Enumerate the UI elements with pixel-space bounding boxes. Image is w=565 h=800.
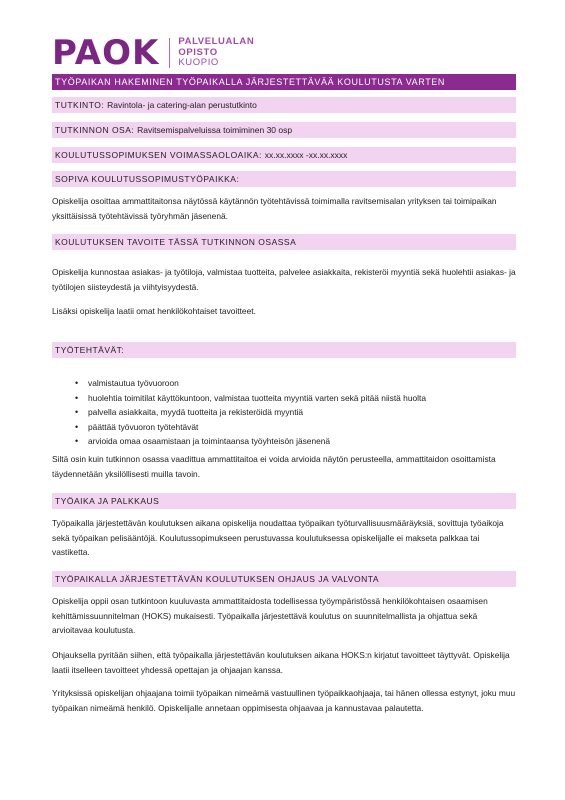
- logo-line-1: PALVELUALAN: [178, 35, 255, 47]
- ohjaus-paragraph-1: Opiskelija oppii osan tutkintoon kuuluvasta ammattitaidosta todellisessa työympäristössä henkilökohtaisen osaamisen kehittämissuunnitelman (HOKS) mukaisesti. Työpaikalla järjestettävä koulutus on suunnitelmallista ja ohjattua sekä arvioitavaa koulutusta.: [52, 596, 488, 635]
- task-list: [88, 376, 508, 449]
- field-osa-value: Ravitsemispalveluissa toimiminen 30 osp: [137, 125, 293, 135]
- section-heading-tyoaika: TYÖAIKA JA PALKKAUS: [52, 493, 516, 509]
- field-voimassaoloaika: [52, 147, 516, 163]
- logo-separator: [169, 38, 170, 68]
- list-item: • valmistautua työvuoroon: [88, 376, 508, 391]
- sopiva-description: Opiskelija osoittaa ammattitaitonsa näytössä käytännön työtehtävissä toimimalla ravitsemisalan yrityksen tai toimipaikan yksittäisissä työtehtävissä työryhmän jäsenenä.: [52, 196, 497, 221]
- list-item: • huolehtia toimitilat käyttökuntoon, valmistaa tuotteita myyntiä varten sekä pitää niistä huolta: [88, 391, 508, 406]
- ohjaus-paragraph-2: Ohjauksella pyritään siihen, että työpaikalla järjestettävän koulutuksen aikana HOKS:n kirjatut tavoitteet täyttyvät. Opiskelija laatii itselleen tavoitteet yhdessä opettajan ja ohjaajan kanssa.: [52, 650, 510, 675]
- field-tutkinnon-osa: [52, 122, 516, 138]
- list-item: • päättää työvuoron työtehtävät: [88, 420, 508, 435]
- field-voimassa-label: KOULUTUSSOPIMUKSEN VOIMASSAOLOAIKA:: [55, 150, 262, 160]
- tyotehtavat-footnote: Siltä osin kuin tutkinnon osassa vaadittua ammattitaitoa ei voida arvioida näytön perusteella, ammattitaidon osoittamista täydennetään yksilöllisesti muilla tavoin.: [52, 454, 496, 479]
- field-tutkinto: [52, 97, 516, 113]
- logo-line-3: KUOPIO: [178, 57, 219, 69]
- section-heading-tyotehtavat: TYÖTEHTÄVÄT:: [52, 342, 516, 358]
- tavoite-paragraph-1: Opiskelija kunnostaa asiakas- ja työtiloja, valmistaa tuotteita, palvelee asiakkaita, rekisteröi myyntiä sekä huolehtii asiakas- ja työtilojen siisteydestä ja viihtyisyydestä.: [52, 267, 516, 292]
- section-heading-ohjaus: TYÖPAIKALLA JÄRJESTETTÄVÄN KOULUTUKSEN OHJAUS JA VALVONTA: [52, 571, 516, 587]
- tavoite-paragraph-2: Lisäksi opiskelija laatii omat henkilökohtaiset tavoitteet.: [52, 306, 256, 316]
- document-title: TYÖPAIKAN HAKEMINEN TYÖPAIKALLA JÄRJESTETTÄVÄÄ KOULUTUSTA VARTEN: [52, 74, 516, 90]
- field-voimassa-value: xx.xx.xxxx -xx.xx.xxxx: [264, 150, 348, 160]
- section-heading-tavoite: KOULUTUKSEN TAVOITE TÄSSÄ TUTKINNON OSASSA: [52, 234, 516, 250]
- list-item: • arvioida omaa osaamistaan ja toimintaansa työyhteisön jäsenenä: [88, 434, 508, 449]
- paok-logo: [52, 33, 255, 73]
- logo-wordmark: PAOK: [52, 33, 160, 73]
- field-tutkinto-value: Ravintola- ja catering-alan perustutkinto: [107, 100, 257, 110]
- field-sopiva-label: SOPIVA KOULUTUSSOPIMUSTYÖPAIKKA:: [55, 174, 240, 184]
- logo-line-2: OPISTO: [178, 46, 218, 58]
- field-osa-label: TUTKINNON OSA:: [55, 125, 135, 135]
- list-item: • palvella asiakkaita, myydä tuotteita ja rekisteröidä myyntiä: [88, 405, 508, 420]
- field-sopiva-tyopaikka: [52, 171, 516, 187]
- logo-subtitle: [178, 37, 254, 70]
- field-tutkinto-label: TUTKINTO:: [55, 100, 105, 110]
- ohjaus-paragraph-3: Yrityksissä opiskelijan ohjaajana toimii työpaikan nimeämä vastuullinen työpaikkaohjaaja, tai hänen ollessa estynyt, joku muu työpaikan nimeämä henkilö. Opiskelijalle annetaan oppimisesta ohjaavaa ja kannustavaa palautetta.: [52, 688, 516, 713]
- tyoaika-paragraph: Työpaikalla järjestettävän koulutuksen aikana opiskelija noudattaa työpaikan työturvallisuusmääräyksiä, sovittuja työaikoja sekä työpaikan pelisääntöjä. Koulutussopimukseen perustuvassa koulutuksessa opiskelijalle ei makseta palkkaa tai vastiketta.: [52, 518, 504, 557]
